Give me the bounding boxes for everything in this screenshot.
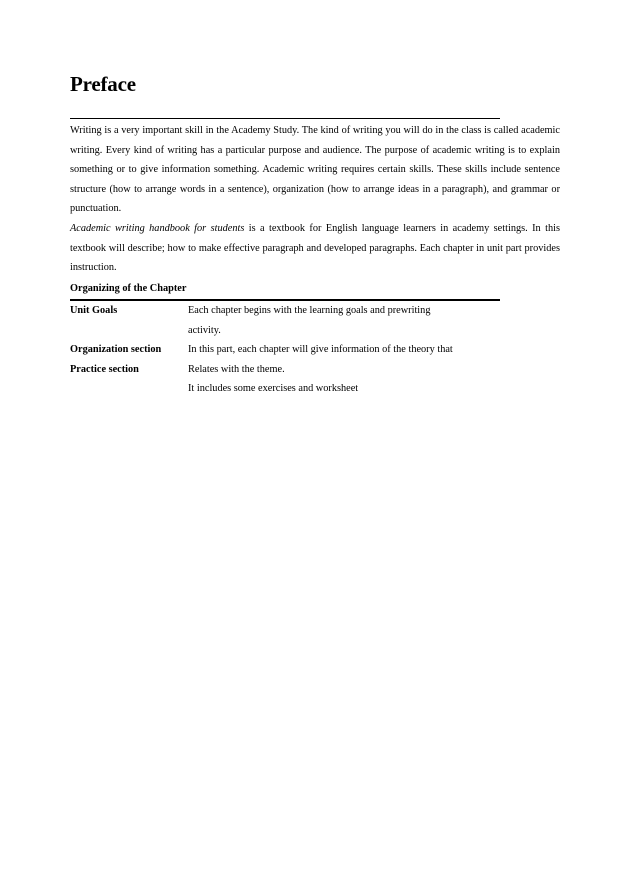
description-line: Each chapter begins with the learning goals and prewriting [188,305,431,316]
description-line: In this part, each chapter will give information of the theory that [188,344,453,355]
row-description [188,340,500,360]
row-term: Organization section [70,344,162,355]
paragraph-textbook-rest: is a textbook for English language learners in academy settings. In this textbook will describe; how to make effective paragraph and developed paragraphs. Each chapter in unit part provides instruction. [70,222,560,274]
book-title: Academic writing handbook for students [70,222,245,234]
paragraph-textbook [70,219,560,278]
preface-body [70,121,560,278]
table-row [70,360,500,399]
description-line: Relates with the theme. [188,363,285,375]
page-title: Preface [70,72,136,96]
row-description [188,301,500,340]
row-term: Unit Goals [70,305,118,316]
title-underline [70,118,500,119]
section-heading: Organizing of the Chapter [70,283,187,294]
table-row [70,340,500,360]
organization-table [70,301,500,399]
row-description [188,360,500,399]
description-line: activity. [188,324,221,336]
paragraph-intro: Writing is a very important skill in the Academy Study. The kind of writing you will do in the class is called academic writing. Every kind of writing has a particular purpose and audience. The purpose of academic writing is to explain something or to give information something. Academic writing requires certain skills. These skills include sentence structure (how to arrange words in a sentence), organization (how to arrange ideas in a paragraph), and grammar or punctuation. [70,125,560,215]
description-line: It includes some exercises and worksheet [188,383,359,394]
table-row [70,301,500,340]
row-term: Practice section [70,363,139,375]
